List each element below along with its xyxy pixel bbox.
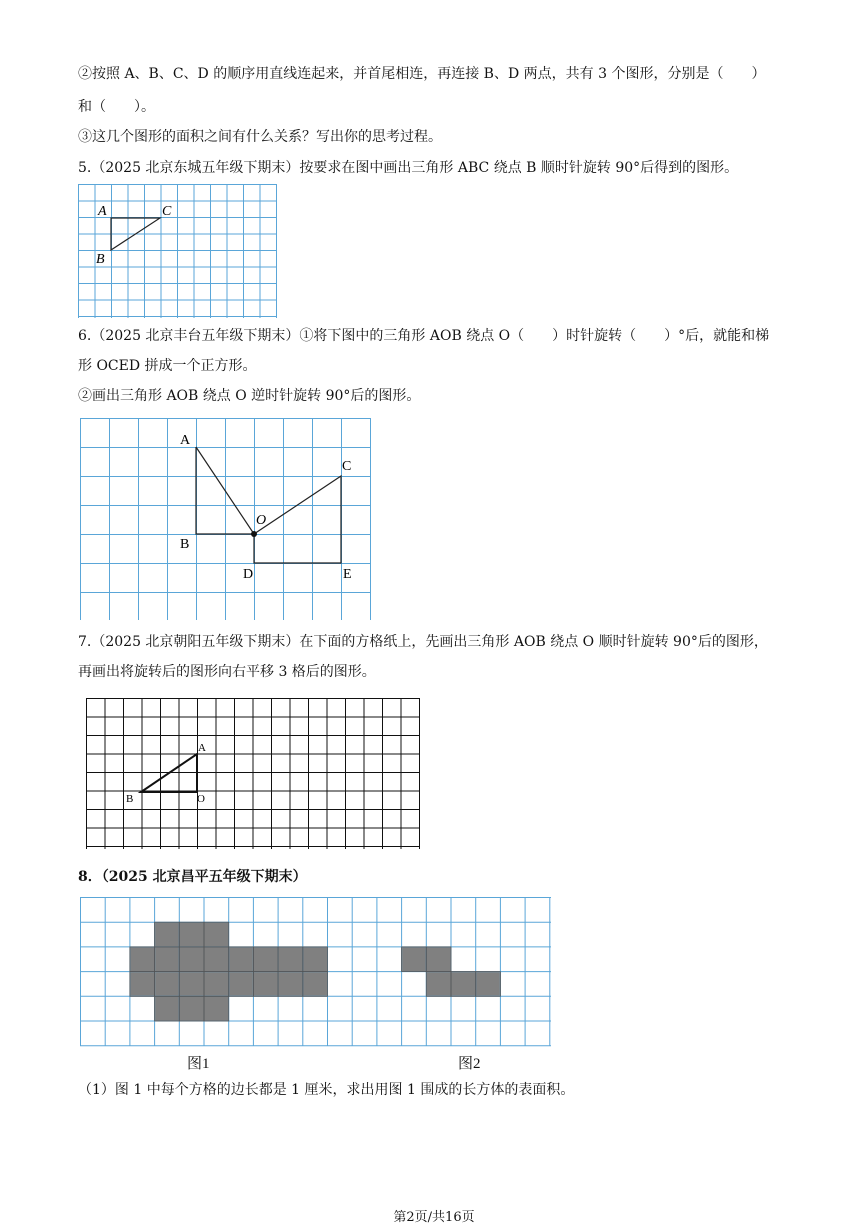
shaded-cell bbox=[155, 922, 180, 947]
q7-grid-figure bbox=[86, 698, 420, 850]
shaded-cell bbox=[130, 972, 155, 997]
q8-sub1: （1）图 1 中每个方格的边长都是 1 厘米，求出用图 1 围成的长方体的表面积。 bbox=[78, 1082, 575, 1098]
q4-line-3: ③这几个图形的面积之间有什么关系？写出你的思考过程。 bbox=[78, 129, 442, 145]
shaded-cell bbox=[402, 947, 427, 972]
label-o: O bbox=[256, 513, 267, 528]
shaded-cell bbox=[130, 947, 155, 972]
q5-text: 5.（2025 北京东城五年级下期末）按要求在图中画出三角形 ABC 绕点 B 顺时针旋转 90°后得到的图形。 bbox=[78, 160, 739, 176]
shaded-cell bbox=[204, 922, 229, 947]
shaded-cell bbox=[179, 972, 204, 997]
shaded-cell bbox=[303, 972, 328, 997]
label-e: E bbox=[343, 567, 352, 582]
shaded-cell bbox=[179, 947, 204, 972]
q6-line-1: 6.（2025 北京丰台五年级下期末）①将下图中的三角形 AOB 绕点 O（ ）时针旋转（ ）°后，就能和梯 bbox=[78, 328, 770, 344]
label-b: B bbox=[180, 537, 190, 552]
shaded-cell bbox=[204, 996, 229, 1021]
trapezoid-oced bbox=[254, 476, 341, 563]
label-c: C bbox=[342, 459, 352, 474]
fig2-caption: 图2 bbox=[458, 1056, 481, 1072]
label-d: D bbox=[243, 567, 254, 582]
shaded-cell bbox=[155, 947, 180, 972]
shaded-cell bbox=[278, 947, 303, 972]
shaded-cell bbox=[179, 996, 204, 1021]
q4-line-2a: ②按照 A、B、C、D 的顺序用直线连起来，并首尾相连，再连接 B、D 两点，共有 3 个图形，分别是（ ） bbox=[78, 66, 766, 82]
shaded-cell bbox=[253, 947, 278, 972]
q7-line-2: 再画出将旋转后的图形向右平移 3 格后的图形。 bbox=[78, 664, 376, 680]
shaded-cell bbox=[229, 972, 254, 997]
label-b: B bbox=[126, 793, 134, 805]
q8-grid-figure bbox=[80, 897, 552, 1047]
shaded-cell bbox=[426, 947, 451, 972]
shaded-cell bbox=[229, 947, 254, 972]
label-a: A bbox=[198, 742, 206, 754]
label-b: B bbox=[96, 252, 105, 267]
label-a: A bbox=[180, 433, 191, 448]
fig1-caption: 图1 bbox=[187, 1056, 210, 1072]
page-footer: 第2页/共16页 bbox=[393, 1210, 475, 1225]
shaded-cell bbox=[155, 996, 180, 1021]
q6-line-3: ②画出三角形 AOB 绕点 O 逆时针旋转 90°后的图形。 bbox=[78, 388, 421, 404]
shaded-cell bbox=[204, 947, 229, 972]
shaded-cell bbox=[451, 972, 476, 997]
shaded-cell bbox=[426, 972, 451, 997]
label-a: A bbox=[98, 204, 107, 219]
shaded-cell bbox=[253, 972, 278, 997]
shaded-cell bbox=[303, 947, 328, 972]
q6-grid-figure bbox=[80, 418, 371, 621]
q5-grid-figure bbox=[78, 184, 278, 318]
q7-line-1: 7.（2025 北京朝阳五年级下期末）在下面的方格纸上，先画出三角形 AOB 绕点 O 顺时针旋转 90°后的图形， bbox=[78, 634, 768, 650]
label-c: C bbox=[162, 204, 172, 219]
shaded-cell bbox=[278, 972, 303, 997]
label-o: O bbox=[197, 793, 205, 805]
shaded-cell bbox=[179, 922, 204, 947]
q8-title: 8．（2025 北京昌平五年级下期末） bbox=[78, 869, 307, 885]
q6-line-2: 形 OCED 拼成一个正方形。 bbox=[78, 358, 257, 374]
shaded-cell bbox=[476, 972, 501, 997]
shaded-cell bbox=[155, 972, 180, 997]
point-o bbox=[251, 531, 257, 537]
q4-line-2b: 和（ ）。 bbox=[78, 99, 155, 115]
shaded-cell bbox=[204, 972, 229, 997]
